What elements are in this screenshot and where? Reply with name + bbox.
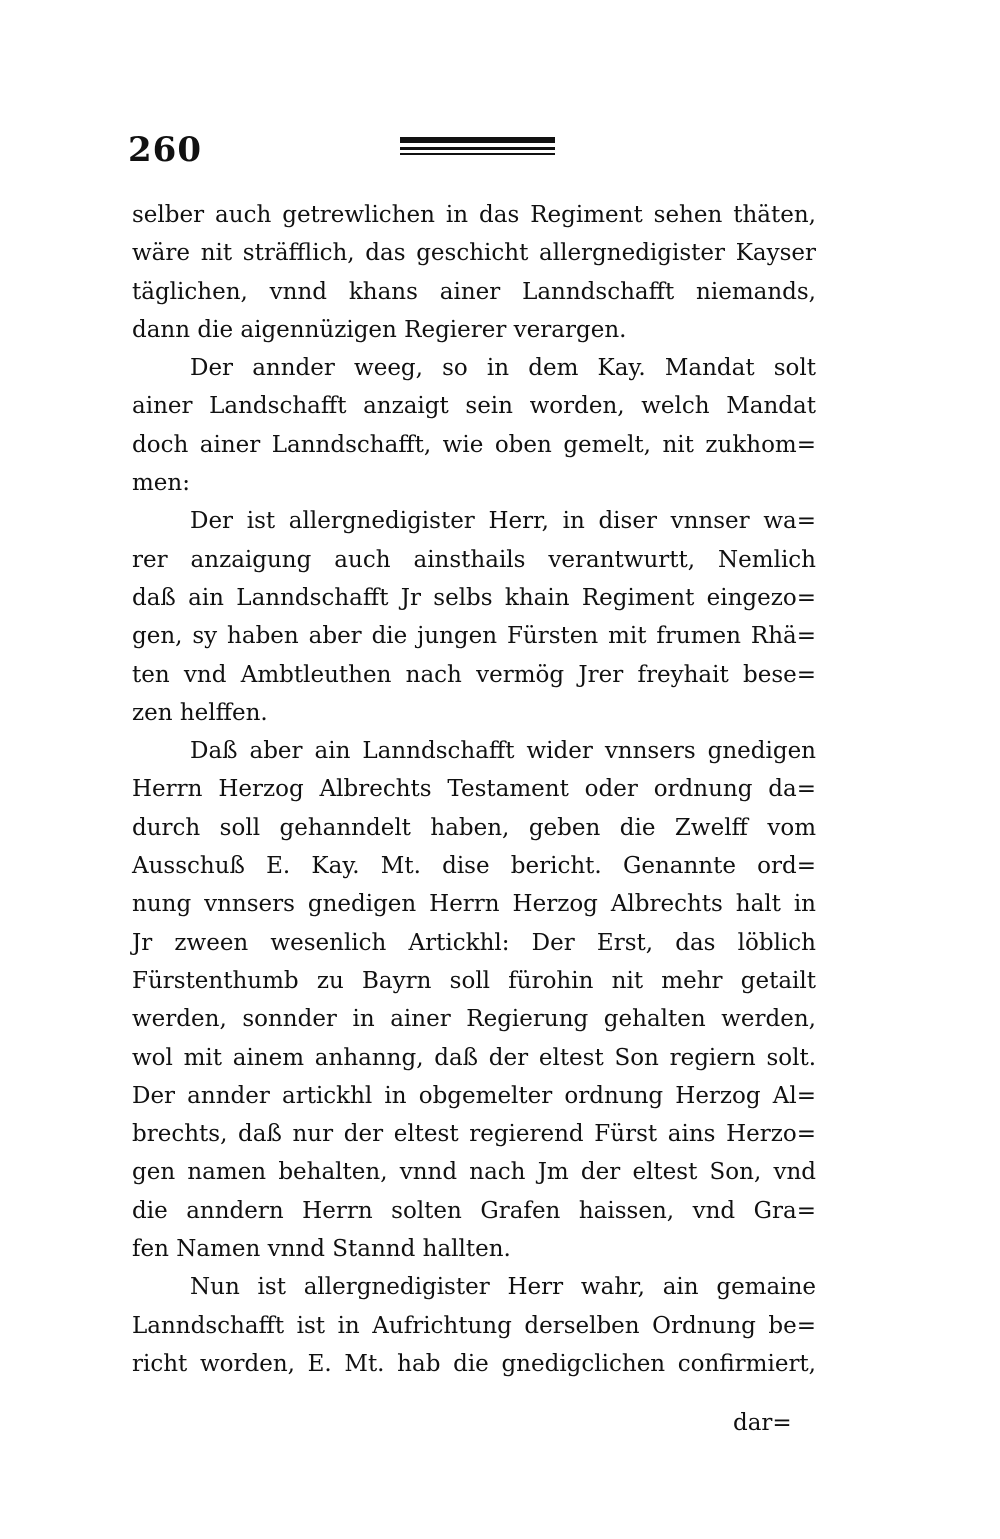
text-line: durch soll gehanndelt haben, geben die Zwelff vom — [132, 814, 816, 841]
text-line: Nun ist allergnedigister Herr wahr, ain gemaine — [190, 1274, 816, 1301]
text-line: dann die aigennüzigen Regierer verargen. — [132, 316, 627, 343]
text-line: ten vnd Ambtleuthen nach vermög Jrer freyhait bese= — [132, 661, 816, 688]
text-line: die anndern Herrn solten Grafen haissen, vnd Gra= — [132, 1197, 816, 1224]
header-rule-thick — [400, 137, 555, 143]
text-line: Der ist allergnedigister Herr, in diser vnnser wa= — [190, 508, 816, 535]
text-line: Daß aber ain Lanndschafft wider vnnsers gnedigen — [190, 738, 816, 765]
text-line: Jr zween wesenlich Artickhl: Der Erst, das löblich — [132, 929, 816, 956]
header-rule-thin — [400, 153, 555, 155]
text-line: gen namen behalten, vnnd nach Jm der eltest Son, vnd — [132, 1159, 816, 1186]
text-line: zen helffen. — [132, 699, 268, 726]
text-line: wäre nit sträfflich, das geschicht allergnedigister Kayser — [132, 240, 816, 267]
text-line: Fürstenthumb zu Bayrn soll fürohin nit mehr getailt — [132, 967, 816, 994]
text-line: ainer Landschafft anzaigt sein worden, welch Mandat — [132, 393, 816, 420]
header-ornament-rule — [400, 137, 555, 159]
text-line: selber auch getrewlichen in das Regiment sehen thäten, — [132, 202, 816, 228]
text-line: Ausschuß E. Kay. Mt. dise bericht. Genannte ord= — [132, 853, 816, 880]
text-line: fen Namen vnnd Stannd hallten. — [132, 1236, 511, 1263]
text-line: Herrn Herzog Albrechts Testament oder ordnung da= — [132, 776, 816, 803]
body-text — [132, 196, 816, 1383]
text-line: gen, sy haben aber die jungen Fürsten mit frumen Rhä= — [132, 623, 816, 650]
page-number: 260 — [128, 130, 202, 170]
text-line: werden, sonnder in ainer Regierung gehalten werden, — [132, 1006, 816, 1033]
text-line: daß ain Lanndschafft Jr selbs khain Regiment eingezo= — [132, 584, 816, 611]
text-line: doch ainer Lanndschafft, wie oben gemelt, nit zukhom= — [132, 431, 816, 458]
text-line: Der annder artickhl in obgemelter ordnung Herzog Al= — [132, 1082, 816, 1109]
text-line: rer anzaigung auch ainsthails verantwurtt, Nemlich — [132, 546, 816, 573]
text-line: täglichen, vnnd khans ainer Lanndschafft niemands, — [132, 278, 816, 305]
text-line: wol mit ainem anhanng, daß der eltest Son regiern solt. — [132, 1044, 816, 1071]
catchword: dar= — [733, 1410, 792, 1436]
text-line: brechts, daß nur der eltest regierend Fürst ains Herzo= — [132, 1121, 816, 1148]
text-line: nung vnnsers gnedigen Herrn Herzog Albrechts halt in — [132, 891, 816, 918]
text-line: men: — [132, 470, 190, 497]
header-rule-medium — [400, 147, 555, 150]
text-line: Lanndschafft ist in Aufrichtung derselben Ordnung be= — [132, 1312, 816, 1339]
text-line: richt worden, E. Mt. hab die gnedigclichen confirmiert, — [132, 1350, 816, 1377]
text-line: Der annder weeg, so in dem Kay. Mandat solt — [190, 355, 816, 382]
